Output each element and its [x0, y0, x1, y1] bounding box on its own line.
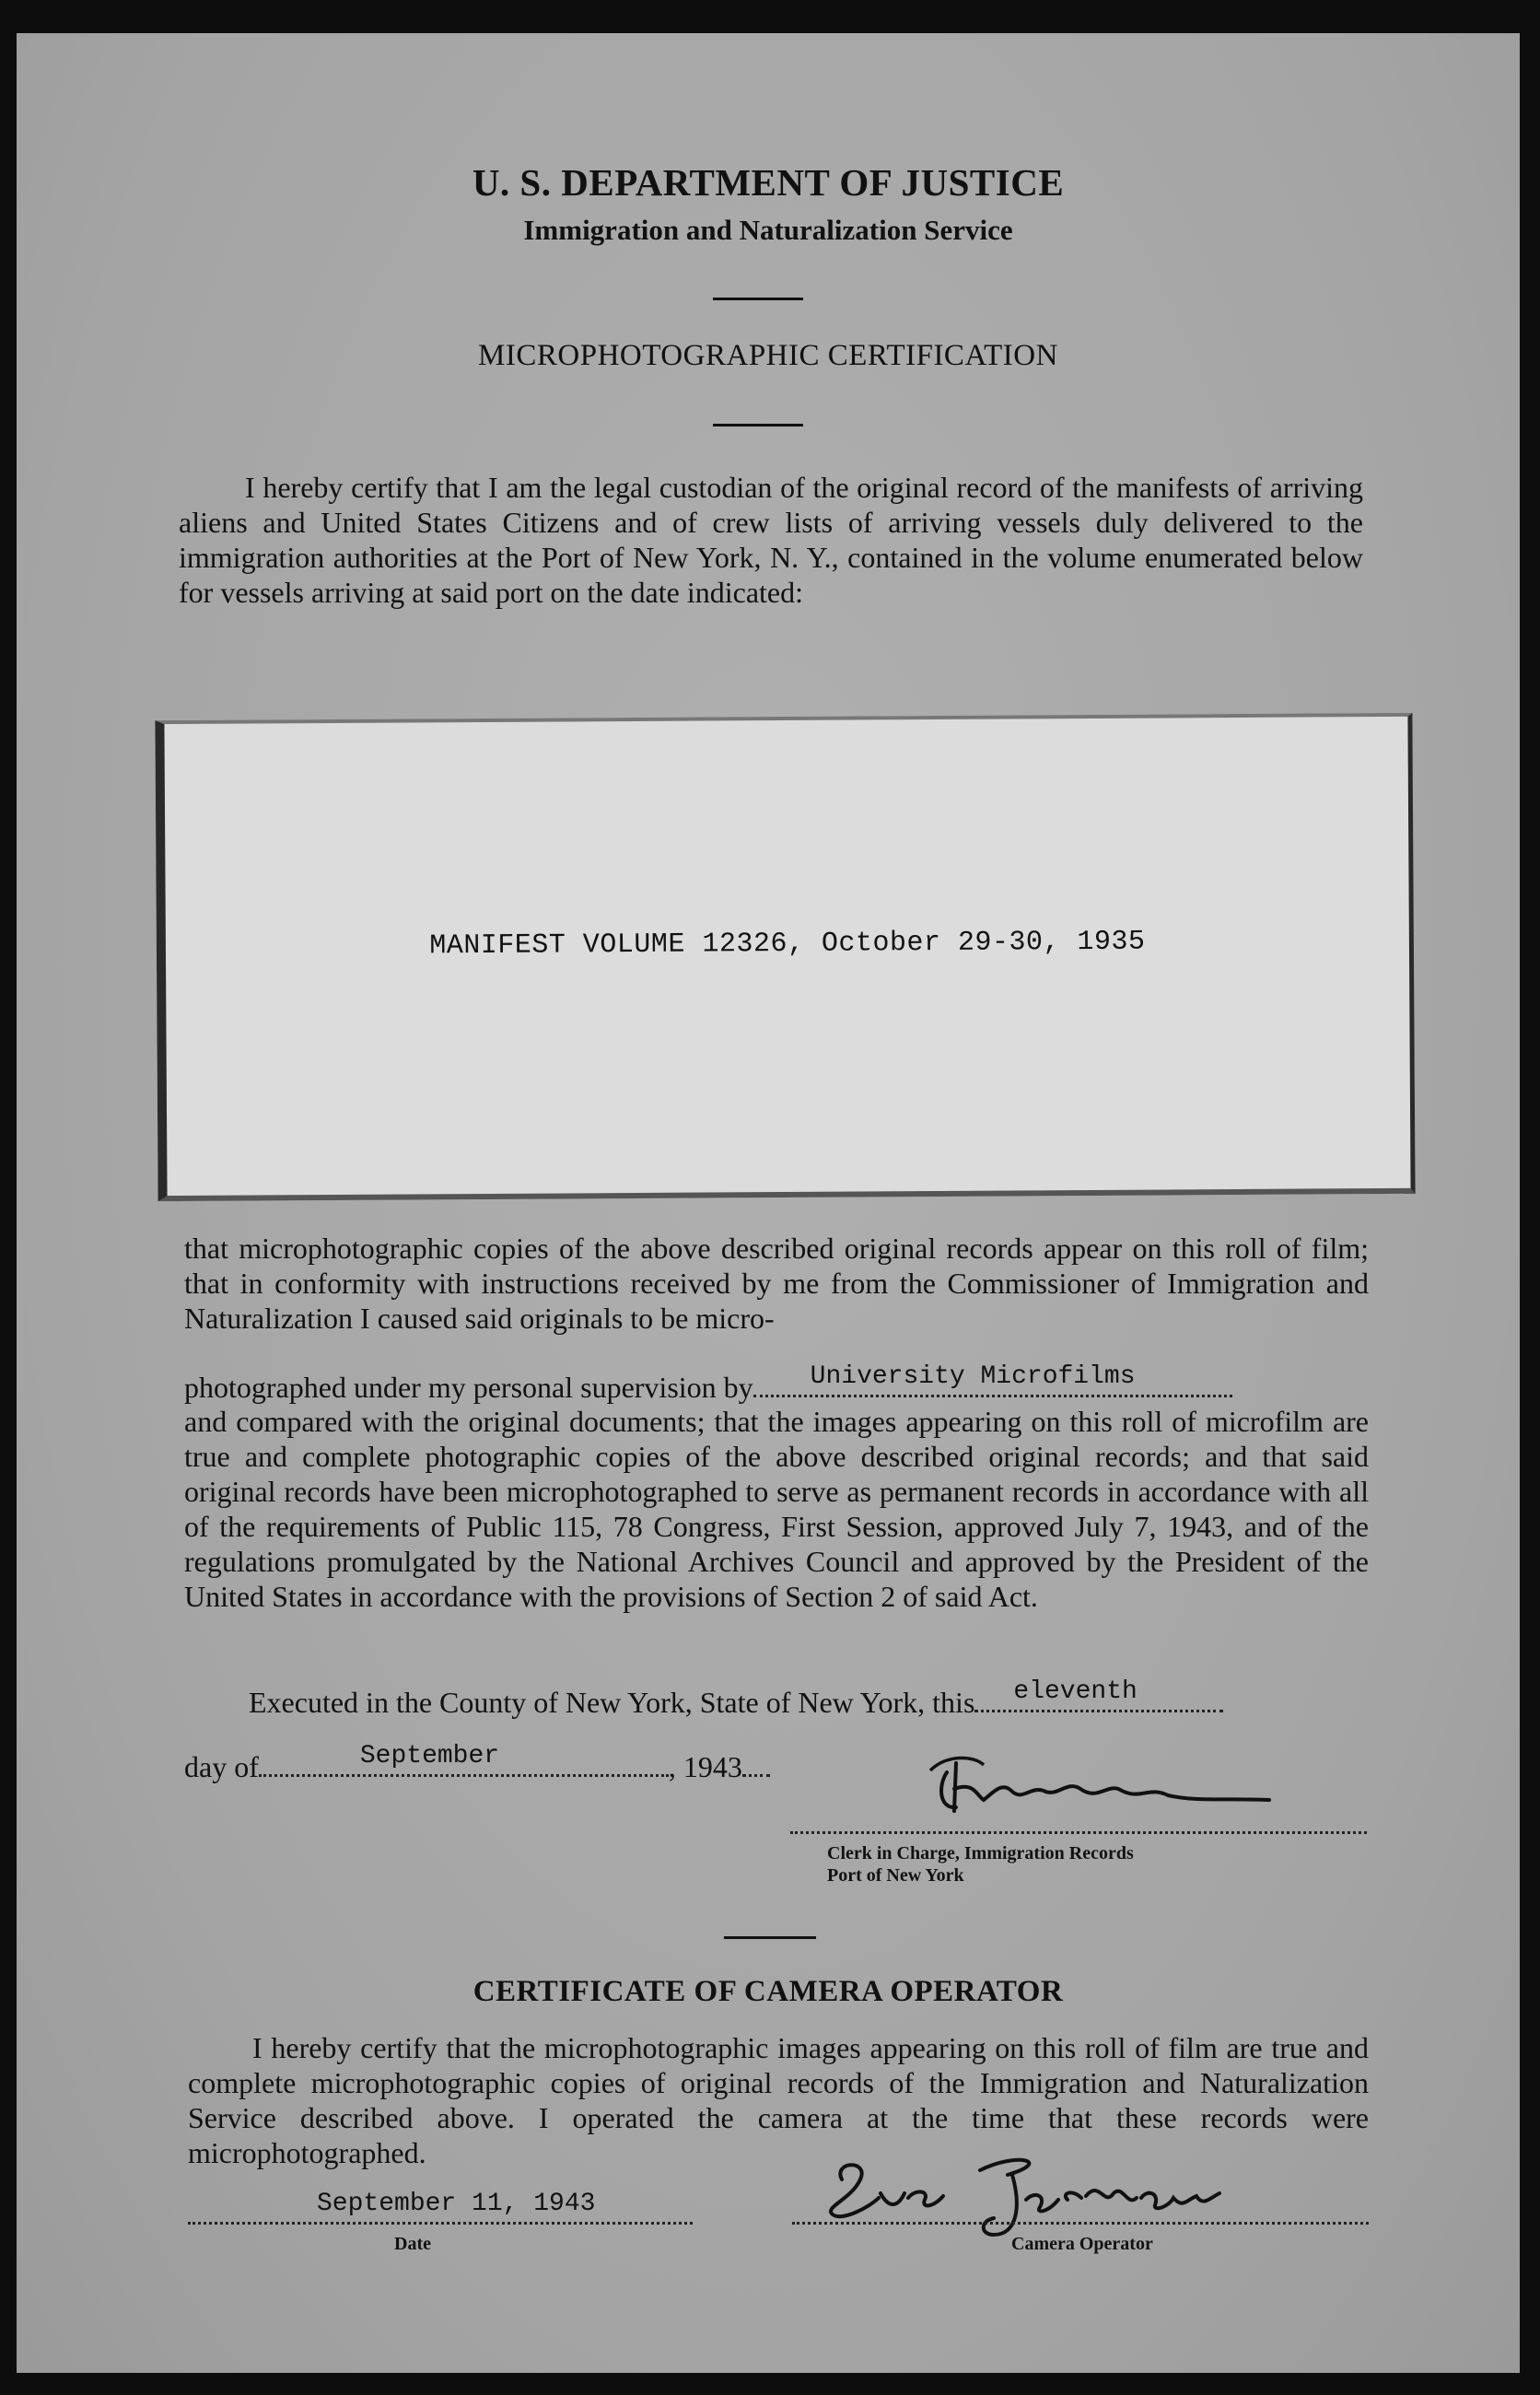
divider [713, 298, 803, 300]
manifest-volume-text: MANIFEST VOLUME 12326, October 29-30, 1935 [429, 926, 1146, 963]
date-label: Date [394, 2234, 431, 2254]
month-field [259, 1742, 669, 1777]
supervision-prefix: photographed under my personal supervision by [184, 1371, 753, 1404]
date-value: September 11, 1943 [317, 2190, 596, 2218]
department-heading: U. S. DEPARTMENT OF JUSTICE [472, 161, 1065, 204]
executed-line [249, 1677, 1223, 1720]
camera-certificate-text: I hereby certify that the microphotographic images appearing on this roll of film are true and complete microphotographic copies of original records of the Immigration and Naturalization Service described above. I operated the camera at the time that these records were microphotographed. [188, 2031, 1369, 2169]
divider [724, 1936, 816, 1939]
day-of-label: day of [184, 1750, 259, 1783]
day-value: eleventh [1013, 1677, 1138, 1706]
certification-title: MICROPHOTOGRAPHIC CERTIFICATION [478, 339, 1058, 372]
camera-certificate-heading: CERTIFICATE OF CAMERA OPERATOR [472, 1975, 1064, 2008]
certificate-page [17, 33, 1520, 2373]
year-prefix: , 194 [668, 1750, 728, 1783]
operator-signature-line [792, 2194, 1369, 2225]
divider [713, 424, 803, 426]
body-paragraph-part2: and compared with the original documents; that the images appearing on this roll of microfilm are true and complete photographic copies of the above described original records; and that said original records have been microphotographed to serve as permanent records in accordance with all of the requirements of Public 115, 78 Congress, First Session, approved July 7, 1943, and of the regulations promulgated by the National Archives Council and approved by the President of the United States in accordance with the provisions of Section 2 of said Act. [184, 1405, 1369, 1613]
supervisor-field [753, 1362, 1232, 1397]
operator-label: Camera Operator [1011, 2234, 1153, 2254]
supervisor-value: University Microfilms [810, 1362, 1136, 1391]
body-paragraph-part1: that microphotographic copies of the above described original records appear on this roll of film; that in conformity with instructions received by me from the Commissioner of Immigration and Naturalization I caused said originals to be micro- [184, 1232, 1369, 1335]
year-dots [742, 1747, 770, 1777]
date-field [188, 2190, 693, 2225]
executed-prefix: Executed in the County of New York, State of New York, this [249, 1686, 975, 1719]
camera-operator-signature [805, 2143, 1247, 2244]
year-digit: 3 [727, 1750, 742, 1783]
record-label-box [155, 713, 1415, 1201]
supervision-line [184, 1362, 1232, 1405]
clerk-signature-line [790, 1804, 1367, 1834]
clerk-title-line2: Port of New York [827, 1865, 964, 1886]
day-of-line [184, 1742, 770, 1784]
clerk-title-line1: Clerk in Charge, Immigration Records [827, 1843, 1134, 1863]
day-field [974, 1677, 1223, 1712]
month-value: September [359, 1742, 500, 1770]
service-heading: Immigration and Naturalization Service [523, 214, 1013, 246]
intro-paragraph: I hereby certify that I am the legal custodian of the original record of the manifests of arriving aliens and United States Citizens and of crew lists of arriving vessels duly delivered to the immigration authorities at the Port of New York, N. Y., contained in the volume enumerated below for vessels arriving at said port on the date indicated: [179, 471, 1363, 609]
